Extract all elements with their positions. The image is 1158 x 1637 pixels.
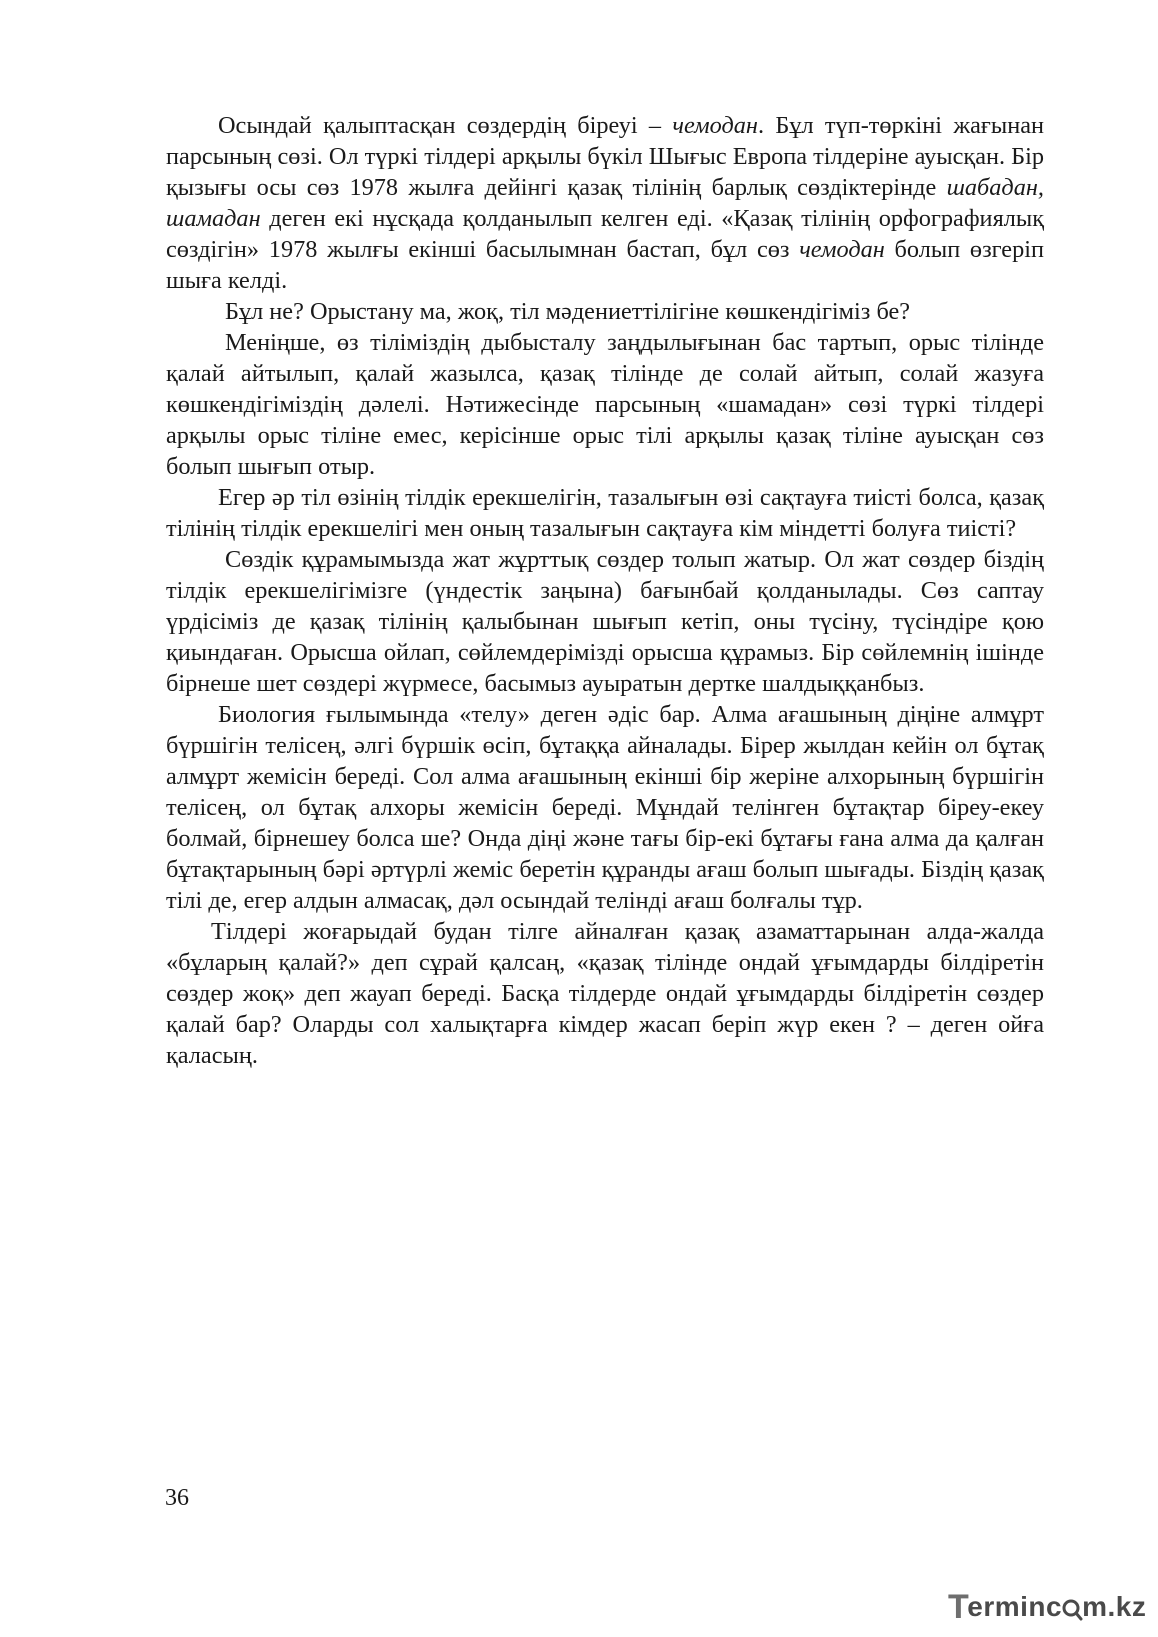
- paragraph: [166, 110, 1044, 296]
- text-segment: Меніңше, өз тіліміздің дыбысталу заңдылығынан бас тартып, орыс тілінде қалай айтылып, қалай жазылса, қазақ тілінде де солай айтып, солай жазуға көшкендігіміздің дәлелі. Нәтижесінде парсының «шамадан» сөзі түркі тілдері арқылы орыс тіліне емес, керісінше орыс тілі арқылы қазақ тіліне ауысқан сөз болып шығып отыр.: [166, 329, 1044, 480]
- paragraph: [166, 482, 1044, 544]
- text-segment: Сөздік құрамымызда жат жұрттық сөздер толып жатыр. Ол жат сөздер біздің тілдік ерекшелігімізге (үндестік заңына) бағынбай қолданылады. Сөз саптау үрдісіміз де қазақ тілінің қалыбынан шығып кетіп, оны түсіну, түсіндіре қою қиындаған. Орысша ойлап, сөйлемдерімізді орысша құрамыз. Бір сөйлемнің ішінде бірнеше шет сөздері жүрмесе, басымыз ауыратын дертке шалдыққанбыз.: [166, 546, 1044, 697]
- paragraph: [166, 296, 1044, 327]
- paragraph: [166, 916, 1044, 1071]
- text-segment: болып өзгеріп шыға келді.: [166, 236, 1044, 294]
- logo-text-last: m.kz: [1082, 1591, 1147, 1622]
- text-segment: Тілдері жоғарыдай будан тілге айналған қазақ азаматтарынан алда-жалда «бұларың қалай?» деп сұрай қалсаң, «қазақ тілінде ондай ұғымдарды білдіретін сөздер жоқ» деп жауап береді. Басқа тілдерде ондай ұғымдарды білдіретін сөздер қалай бар? Оларды сол халықтарға кімдер жасап беріп жүр екен ? – деген ойға қаласың.: [166, 918, 1044, 1069]
- italic-term: шабадан, шамадан: [166, 174, 1044, 232]
- logo-letter-t: T: [948, 1588, 970, 1626]
- italic-term: чемодан: [799, 236, 885, 263]
- text-segment: деген екі нұсқада қолданылып келген еді. «Қазақ тілінің орфографиялық сөздігін» 1978 жылғы екінші басылымнан бастап, бұл сөз: [166, 205, 1044, 263]
- paragraph: [166, 327, 1044, 482]
- text-segment: . Бұл түп-төркіні жағынан парсының сөзі. Ол түркі тілдері арқылы бүкіл Шығыс Европа тілдеріне ауысқан. Бір қызығы осы сөз 1978 жылға дейінгі қазақ тілінің барлық сөздіктерінде: [166, 112, 1044, 201]
- termincom-logo: [948, 1588, 1148, 1628]
- text-segment: Егер әр тіл өзінің тілдік ерекшелігін, тазалығын өзі сақтауға тиісті болса, қазақ тілінің тілдік ерекшелігі мен оның тазалығын сақтауға кім міндетті болуға тиісті?: [166, 484, 1044, 542]
- page-number: 36: [165, 1485, 189, 1511]
- document-body: [166, 110, 1044, 1071]
- paragraph: [166, 699, 1044, 916]
- magnifier-icon: [1062, 1597, 1082, 1619]
- logo-text: [967, 1591, 1146, 1622]
- text-segment: Осындай қалыптасқан сөздердің біреуі –: [218, 112, 673, 139]
- text-segment: Бұл не? Орыстану ма, жоқ, тіл мәдениеттілігіне көшкендігіміз бе?: [225, 298, 911, 325]
- italic-term: чемодан: [672, 112, 758, 139]
- text-segment: Биология ғылымында «телу» деген әдіс бар. Алма ағашының діңіне алмұрт бүршігін телісең, әлгі бүршік өсіп, бұтаққа айналады. Бірер жылдан кейін ол бұтақ алмұрт жемісін береді. Сол алма ағашының екінші бір жеріне алхорының бүршігін телісең, ол бұтақ алхоры жемісін береді. Мұндай телінген бұтақтар біреу-екеу болмай, бірнешеу болса ше? Онда діңі және тағы бір-екі бұтағы ғана алма да қалған бұтақтарының бәрі әртүрлі жеміс беретін құранды ағаш болып шығады. Біздің қазақ тілі де, егер алдын алмасақ, дәл осындай телінді ағаш болғалы тұр.: [166, 701, 1044, 914]
- paragraph: [166, 544, 1044, 699]
- logo-text-middle: erminc: [967, 1591, 1063, 1622]
